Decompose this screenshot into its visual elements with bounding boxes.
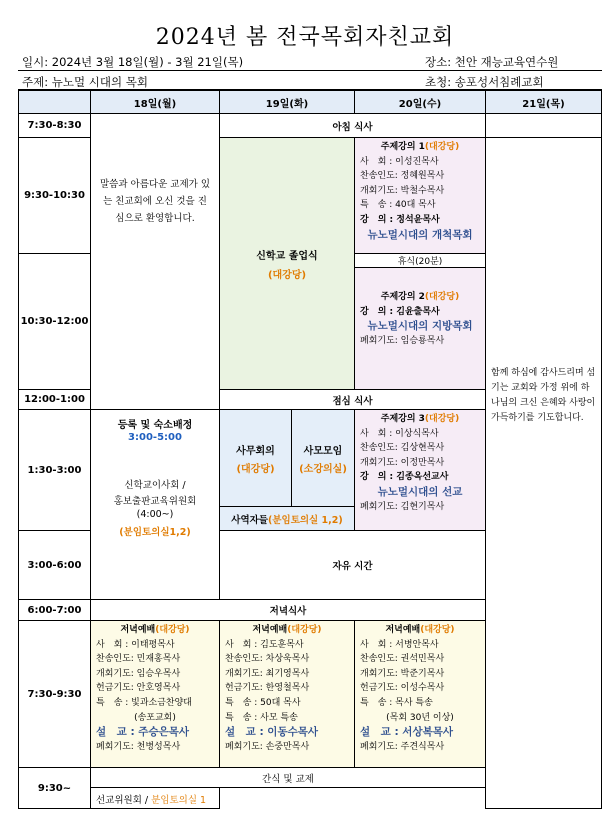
registration-time: 3:00-5:00 (128, 432, 182, 443)
worship-closing: 폐회기도: 손중만목사 (225, 741, 310, 752)
info-divider (18, 70, 602, 71)
mission-committee (90, 787, 220, 809)
worship-line: 헌금기도: 안호영목사 (96, 683, 181, 694)
worship-closing: 폐회기도: 주견식목사 (360, 741, 445, 752)
worship-line: 사 회 : 김도훈목사 (225, 639, 304, 650)
pastor-wives-block (291, 409, 355, 507)
header-corner (18, 90, 91, 114)
pastor-wives-title: 사모모임 (303, 445, 343, 457)
business-meeting-title: 사무회의 (236, 445, 275, 457)
worship-sermon: 설 교 : 서상복목사 (360, 726, 454, 739)
lecture-1-head: 주제강의 1 (380, 142, 425, 152)
page-title: 2024년 봄 전국목회자친교회 (155, 25, 455, 50)
worship-extra: (송포교회) (134, 712, 176, 723)
breakfast-row: 아침 식사 (219, 113, 486, 138)
ministers-block (219, 506, 355, 531)
worship-line: 개회기도: 최기영목사 (225, 668, 310, 679)
lecture-1-line: 개회기도: 박철수목사 (360, 185, 445, 196)
lecture-2-head: 주제강의 2 (380, 292, 425, 302)
worship-line: 헌금기도: 한영철목사 (225, 683, 310, 694)
day-header-mon: 18일(월) (90, 90, 220, 114)
lecture-2-block (354, 267, 486, 390)
mon-morning (90, 113, 220, 410)
mission-committee-room: 분임토의실 1 (151, 795, 207, 806)
worship-sermon: 설 교 : 주승은목사 (96, 726, 190, 739)
ministers-label: 사역자들 (231, 514, 268, 526)
time-slot: 7:30-9:30 (18, 620, 91, 768)
time-slot: 10:30-12:00 (18, 253, 91, 390)
evening-worship-tue (219, 620, 355, 768)
thu-morning (485, 113, 602, 138)
lecture-3-line: 찬송인도: 김상현목사 (360, 443, 445, 454)
worship-room: (대강당) (155, 625, 190, 635)
registration-title: 등록 및 숙소배정 (117, 420, 193, 431)
evening-worship-wed (354, 620, 486, 768)
lecture-2-closing: 폐회기도: 임승룡목사 (360, 335, 445, 346)
mon-afternoon (90, 409, 220, 600)
board-meeting-time: (4:00~) (136, 509, 174, 520)
lecture-3-line: 사 회 : 이상식목사 (360, 428, 439, 439)
worship-line: 특 송 : 빛과소금찬양대 (96, 697, 193, 708)
worship-line: 특 송 : 목사 특송 (360, 697, 433, 708)
time-slot: 12:00-1:00 (18, 389, 91, 410)
welcome-message: 말씀과 아름다운 교제가 있는 친교회에 오신 것을 진심으로 환영합니다. (99, 179, 210, 224)
worship-line: 사 회 : 이태평목사 (96, 639, 175, 650)
event-date: 일시: 2024년 3월 18일(월) - 3월 21일(목) (22, 55, 244, 69)
board-meeting-line: 홍보출판교육위원회 (113, 496, 197, 507)
closing-message: 함께 하심에 감사드리며 섬기는 교회와 가정 위에 하나님의 크신 은혜와 사랑이 가득하기를 기도합니다. (491, 368, 596, 423)
worship-room: (대강당) (287, 625, 322, 635)
lecture-2-room: (대강당) (424, 292, 460, 302)
lunch-row: 점심 식사 (219, 389, 486, 410)
worship-line: 찬송인도: 권석민목사 (360, 654, 445, 665)
worship-line: 헌금기도: 이성수목사 (360, 683, 445, 694)
day-header-wed: 20일(수) (354, 90, 486, 114)
lecture-1-room: (대강당) (424, 142, 460, 152)
worship-head: 저녁예배 (252, 625, 288, 635)
lecture-1-block (354, 137, 486, 254)
time-slot: 6:00-7:00 (18, 599, 91, 621)
ministers-room: (분임토의실 1,2) (268, 514, 343, 526)
lecture-1-speaker: 강 의 : 정석윤목사 (360, 214, 440, 225)
worship-sermon: 설 교 : 이동수목사 (225, 726, 319, 739)
lecture-2-speaker: 강 의 : 김윤출목사 (360, 306, 440, 317)
lecture-1-subject: 뉴노멀시대의 개척목회 (367, 228, 473, 241)
time-slot: 3:00-6:00 (18, 530, 91, 600)
free-time-row: 자유 시간 (219, 530, 486, 600)
snack-row: 간식 및 교제 (90, 767, 486, 788)
lecture-1-line: 찬송인도: 정혜원목사 (360, 171, 445, 182)
evening-worship-mon (90, 620, 220, 768)
lecture-3-room: (대강당) (424, 414, 460, 424)
business-meeting-block (219, 409, 292, 507)
dinner-row: 저녁식사 (90, 599, 486, 621)
graduation-block (219, 137, 355, 390)
day-header-tue: 19일(화) (219, 90, 355, 114)
board-meeting-room: (분임토의실1,2) (119, 527, 191, 538)
time-slot: 9:30-10:30 (18, 137, 91, 254)
mission-committee-label: 선교위원회 / (96, 795, 152, 806)
lecture-3-block (354, 409, 486, 531)
worship-room: (대강당) (420, 625, 455, 635)
thu-closing-block (485, 137, 602, 809)
lecture-3-head: 주제강의 3 (380, 414, 425, 424)
lecture-2-subject: 뉴노멀시대의 지방목회 (367, 320, 473, 333)
lecture-3-closing: 폐회기도: 김현기목사 (360, 501, 445, 512)
worship-line: 개회기도: 임승우목사 (96, 668, 181, 679)
lecture-3-subject: 뉴노멀시대의 선교 (377, 485, 463, 498)
worship-line: 개회기도: 박준기목사 (360, 668, 445, 679)
worship-head: 저녁예배 (385, 625, 421, 635)
worship-line: 찬송인도: 차상욱목사 (225, 654, 310, 665)
break-row: 휴식(20분) (354, 253, 486, 268)
graduation-title: 신학교 졸업식 (256, 250, 318, 262)
event-theme: 주제: 뉴노멀 시대의 목회 (22, 75, 148, 89)
time-slot: 7:30-8:30 (18, 113, 91, 138)
graduation-room: (대강당) (267, 269, 307, 281)
lecture-3-line: 개회기도: 이정만목사 (360, 457, 445, 468)
lecture-1-line: 특 송 : 40대 목사 (360, 200, 436, 211)
lecture-3-speaker: 강 의 : 김종옥선교사 (360, 472, 449, 483)
lecture-1-line: 사 회 : 이성진목사 (360, 156, 439, 167)
worship-closing: 폐회기도: 천병성목사 (96, 741, 181, 752)
worship-extra: 특 송 : 사모 특송 (225, 712, 298, 723)
board-meeting-line: 신학교이사회 / (124, 480, 186, 491)
worship-line: 사 회 : 서병안목사 (360, 639, 439, 650)
time-slot: 1:30-3:00 (18, 409, 91, 531)
worship-line: 찬송인도: 민재홍목사 (96, 654, 181, 665)
day-header-thu: 21일(목) (485, 90, 602, 114)
event-host: 초청: 송포성서침례교회 (425, 75, 544, 89)
time-slot: 9:30~ (18, 767, 91, 809)
worship-head: 저녁예배 (120, 625, 156, 635)
event-place: 장소: 천안 재능교육연수원 (425, 55, 559, 69)
business-meeting-room: (대강당) (236, 463, 275, 475)
worship-extra: (목회 30년 이상) (386, 712, 454, 723)
worship-line: 특 송 : 50대 목사 (225, 697, 301, 708)
pastor-wives-room: (소강의실) (299, 463, 347, 475)
